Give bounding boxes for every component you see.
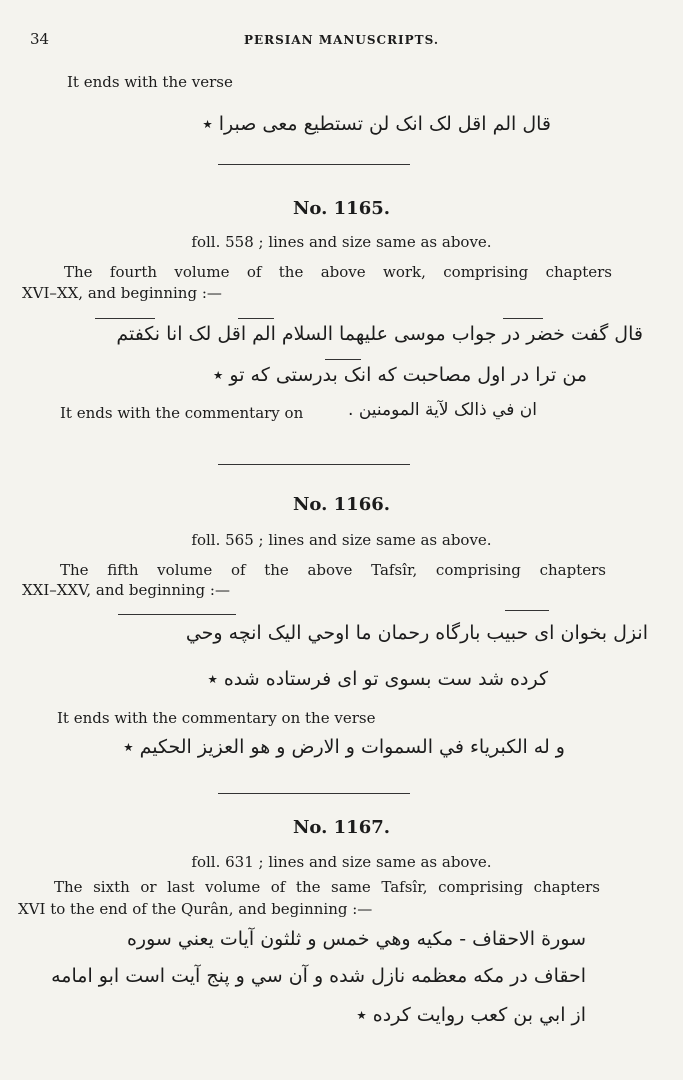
entry-verse: و له الكبرياء في السموات و الارض و هو العزيز الحکيم ٭ (123, 736, 565, 758)
arabic-overline (503, 318, 543, 319)
entry-arabic-line: کرده شد ست بسوی تو ای فرستاده شده ٭ (207, 668, 548, 690)
section-divider (218, 464, 410, 465)
section-divider (218, 164, 410, 165)
section-divider (218, 793, 410, 794)
entry-arabic-line: انزل بخوان ای حبیب بارگاه رحمان ما اوحي اليک انچه وحي (185, 622, 648, 644)
entry-description-line: The fourth volume of the above work, comprising chapters (64, 263, 612, 281)
entry-ends-arabic: ان في ذالک لآية المومنين . (348, 400, 537, 420)
arabic-overline (118, 614, 236, 615)
entry-arabic-line: سورة الاحقاف - مکيه وهي خمس و ثلثون آيات يعني سوره (126, 928, 586, 950)
entry-foll: foll. 631 ; lines and size same as above. (191, 853, 492, 871)
arabic-overline (325, 359, 361, 360)
entry-ends-prefix: It ends with the commentary on (60, 404, 304, 422)
arabic-overline (505, 610, 549, 611)
arabic-overline (95, 318, 155, 319)
intro-verse: قال الم اقل لک انک لن تستطیع معی صبرا ٭ (202, 113, 551, 135)
entry-number: No. 1166. (292, 494, 391, 515)
entry-description-line: XXI–XXV, and beginning :— (22, 581, 230, 599)
intro-ends-line: It ends with the verse (67, 73, 233, 91)
entry-arabic-line: احقاف در مکه معظمه نازل شده و آن سي و پنج آيت است ابو امامه (51, 965, 586, 987)
entry-arabic-line: قال گفت خضر در جواب موسی علیهما السلام الم اقل لک انا نکفتم (116, 323, 643, 345)
entry-arabic-line: از ابي بن کعب روايت کرده ٭ (356, 1004, 586, 1026)
entry-description-line: XVI to the end of the Qurân, and beginning :— (18, 900, 373, 918)
entry-description-line: The sixth or last volume of the same Tafsîr, comprising chapters (54, 878, 600, 896)
entry-number: No. 1165. (292, 198, 391, 219)
page-header (0, 30, 683, 50)
running-title: PERSIAN MANUSCRIPTS. (243, 33, 440, 47)
entry-number: No. 1167. (292, 817, 391, 838)
page-number: 34 (30, 30, 50, 48)
entry-arabic-line: من ترا در اول مصاحبت که انک بدرستی که تو ٭ (213, 364, 587, 386)
entry-foll: foll. 558 ; lines and size same as above. (191, 233, 492, 251)
entry-ends-line: It ends with the commentary on the verse (57, 709, 376, 727)
entry-foll: foll. 565 ; lines and size same as above. (191, 531, 492, 549)
entry-description-line: The fifth volume of the above Tafsîr, comprising chapters (60, 561, 606, 579)
entry-description-line: XVI–XX, and beginning :— (22, 284, 222, 302)
arabic-overline (238, 318, 274, 319)
